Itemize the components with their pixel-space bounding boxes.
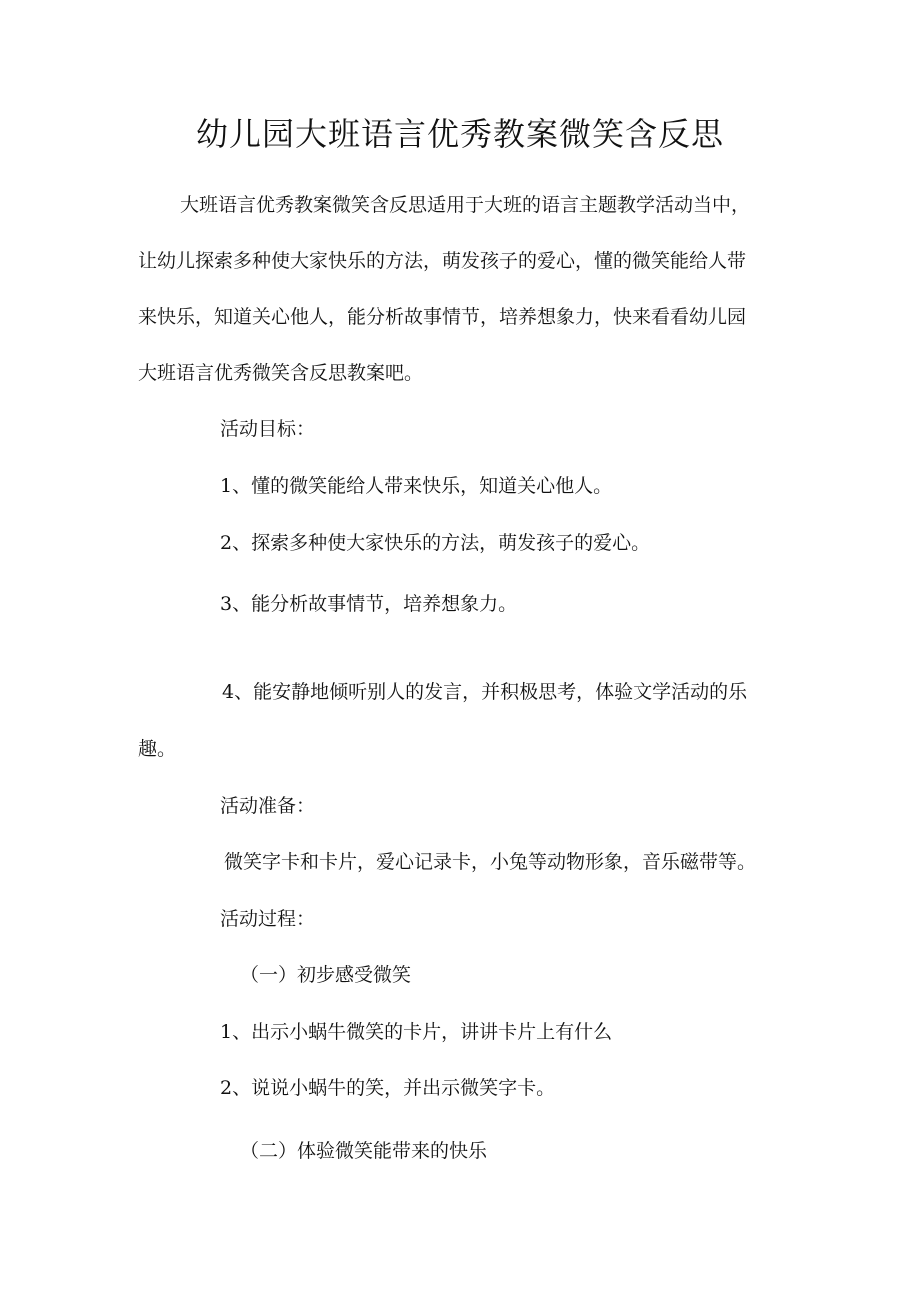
goal-item-3: 3、能分析故事情节，培养想象力。	[220, 593, 518, 615]
goal-item-1: 1、懂的微笑能给人带来快乐，知道关心他人。	[220, 475, 613, 497]
goal-item-4: 4、能安静地倾听别人的发言，并积极思考，体验文学活动的乐	[222, 681, 748, 703]
intro-line-1: 大班语言优秀教案微笑含反思适用于大班的语言主题教学活动当中，	[180, 194, 751, 216]
intro-line-4: 大班语言优秀微笑含反思教案吧。	[138, 362, 424, 384]
prep-text: 微笑字卡和卡片，爱心记录卡，小兔等动物形象，音乐磁带等。	[224, 851, 757, 873]
intro-line-3: 来快乐，知道关心他人，能分析故事情节，培养想象力，快来看看幼儿园	[138, 306, 747, 328]
process-heading: 活动过程：	[220, 908, 316, 930]
section1-item-1: 1、出示小蜗牛微笑的卡片，讲讲卡片上有什么	[220, 1021, 613, 1043]
goal-item-2: 2、探索多种使大家快乐的方法，萌发孩子的爱心。	[220, 532, 651, 554]
goal-item-4-cont: 趣。	[138, 738, 177, 760]
document-title: 幼儿园大班语言优秀教案微笑含反思	[195, 115, 724, 153]
prep-heading: 活动准备：	[220, 795, 316, 817]
goals-heading: 活动目标：	[220, 418, 316, 440]
intro-line-2: 让幼儿探索多种使大家快乐的方法，萌发孩子的爱心，懂的微笑能给人带	[138, 250, 747, 272]
section1-item-2: 2、说说小蜗牛的笑，并出示微笑字卡。	[220, 1077, 556, 1099]
section1-heading: （一）初步感受微笑	[240, 964, 412, 986]
section2-heading: （二）体验微笑能带来的快乐	[240, 1140, 488, 1162]
